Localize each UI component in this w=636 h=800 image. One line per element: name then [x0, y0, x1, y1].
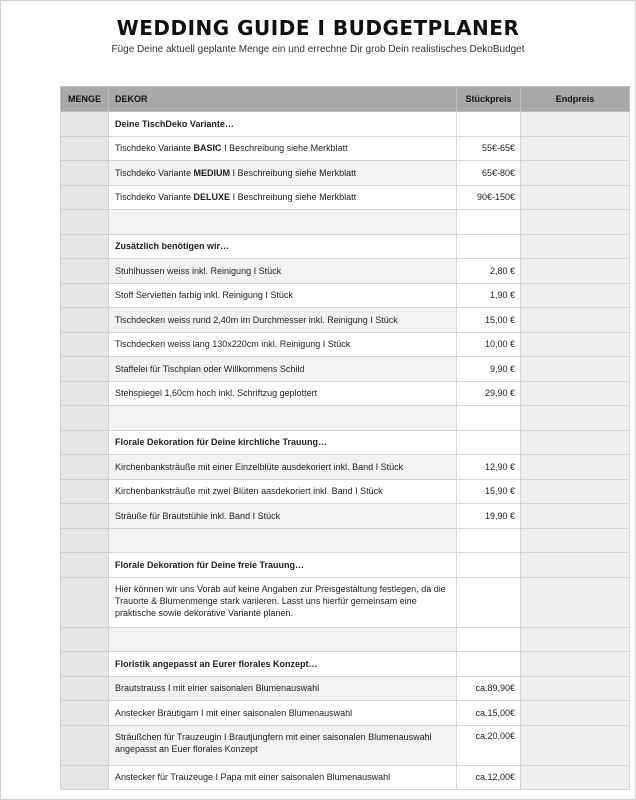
menge-cell[interactable] — [61, 676, 109, 701]
dekor-cell: Brautstrauss I mit einer saisonalen Blumenauswahl — [109, 676, 457, 701]
stueckpreis-cell: 12,90 € — [457, 455, 521, 480]
section-heading: Florale Dekoration für Deine freie Trauung… — [109, 553, 457, 578]
table-row — [61, 725, 630, 765]
stueckpreis-cell — [457, 577, 521, 627]
menge-cell[interactable] — [61, 455, 109, 480]
menge-cell[interactable] — [61, 283, 109, 308]
dekor-cell — [109, 406, 457, 431]
table-row — [61, 553, 630, 578]
budget-table — [60, 86, 630, 790]
endpreis-cell[interactable] — [521, 455, 630, 480]
menge-cell[interactable] — [61, 725, 109, 765]
header-dekor: DEKOR — [109, 87, 457, 112]
dekor-text: Tischdeko Variante — [115, 167, 194, 178]
dekor-text: I Beschreibung siehe Merkblatt — [221, 143, 348, 154]
table-row — [61, 308, 630, 333]
dekor-cell: Stoff Servietten farbig inkl. Reinigung I Stück — [109, 283, 457, 308]
endpreis-cell[interactable] — [521, 725, 630, 765]
endpreis-cell[interactable] — [521, 161, 630, 186]
dekor-text: Tischdeko Variante — [115, 192, 194, 203]
menge-cell[interactable] — [61, 357, 109, 382]
table-row — [61, 283, 630, 308]
endpreis-cell[interactable] — [521, 210, 630, 235]
menge-cell[interactable] — [61, 528, 109, 553]
stueckpreis-cell — [457, 406, 521, 431]
menge-cell[interactable] — [61, 765, 109, 790]
stueckpreis-cell: 55€-65€ — [457, 136, 521, 161]
dekor-cell — [109, 210, 457, 235]
stueckpreis-cell — [457, 652, 521, 677]
endpreis-cell[interactable] — [521, 652, 630, 677]
menge-cell[interactable] — [61, 381, 109, 406]
dekor-cell: Anstecker Bräutigam I mit einer saisonalen Blumenauswahl — [109, 701, 457, 726]
endpreis-cell[interactable] — [521, 112, 630, 137]
menge-cell[interactable] — [61, 701, 109, 726]
menge-cell[interactable] — [61, 577, 109, 627]
dekor-cell — [109, 528, 457, 553]
stueckpreis-cell: 29,90 € — [457, 381, 521, 406]
dekor-cell: Kirchenbanksträuße mit einer Einzelblüte ausdekoriert inkl. Band I Stück — [109, 455, 457, 480]
stueckpreis-cell — [457, 112, 521, 137]
table-row — [61, 112, 630, 137]
endpreis-cell[interactable] — [521, 479, 630, 504]
dekor-cell — [109, 185, 457, 210]
menge-cell[interactable] — [61, 112, 109, 137]
dekor-cell: Sträußchen für Trauzeugin I Brautjungfern mit einer saisonalen Blumenauswahl angepasst an Euer florales Konzept — [109, 725, 457, 765]
menge-cell[interactable] — [61, 332, 109, 357]
section-heading: Floristik angepasst an Eurer florales Konzept… — [109, 652, 457, 677]
table-row — [61, 455, 630, 480]
table-row — [61, 676, 630, 701]
stueckpreis-cell: 90€-150€ — [457, 185, 521, 210]
stueckpreis-cell: 2,80 € — [457, 259, 521, 284]
stueckpreis-cell: ca.15,00€ — [457, 701, 521, 726]
endpreis-cell[interactable] — [521, 357, 630, 382]
endpreis-cell[interactable] — [521, 430, 630, 455]
table-row — [61, 627, 630, 652]
dekor-cell — [109, 136, 457, 161]
dekor-cell: Tischdecken weiss rund 2,40m im Durchmesser inkl. Reinigung I Stück — [109, 308, 457, 333]
table-row — [61, 234, 630, 259]
endpreis-cell[interactable] — [521, 504, 630, 529]
variant-name: BASIC — [193, 143, 222, 154]
menge-cell[interactable] — [61, 259, 109, 284]
table-row — [61, 577, 630, 627]
stueckpreis-cell: ca.20,00€ — [457, 725, 521, 765]
stueckpreis-cell — [457, 210, 521, 235]
variant-name: DELUXE — [193, 192, 231, 203]
menge-cell[interactable] — [61, 185, 109, 210]
table-row — [61, 765, 630, 790]
menge-cell[interactable] — [61, 308, 109, 333]
stueckpreis-cell: 10,00 € — [457, 332, 521, 357]
menge-cell[interactable] — [61, 479, 109, 504]
header-endpreis: Endpreis — [521, 87, 630, 112]
stueckpreis-cell: 15,00 € — [457, 308, 521, 333]
table-row — [61, 430, 630, 455]
stueckpreis-cell: 15,90 € — [457, 479, 521, 504]
stueckpreis-cell: 65€-80€ — [457, 161, 521, 186]
endpreis-cell[interactable] — [521, 308, 630, 333]
endpreis-cell[interactable] — [521, 577, 630, 627]
dekor-cell: Staffelei für Tischplan oder Willkommens Schild — [109, 357, 457, 382]
stueckpreis-cell: ca.89,90€ — [457, 676, 521, 701]
page-subtitle: Füge Deine aktuell geplante Menge ein und errechne Dir grob Dein realistisches DekoBudget — [111, 44, 525, 55]
endpreis-cell[interactable] — [521, 185, 630, 210]
header-menge: MENGE — [61, 87, 109, 112]
endpreis-cell[interactable] — [521, 381, 630, 406]
stueckpreis-cell: 19,90 € — [457, 504, 521, 529]
endpreis-cell[interactable] — [521, 234, 630, 259]
dekor-cell: Hier können wir uns Vorab auf keine Angaben zur Preisgestaltung festlegen, da die Trauorte & Blumenmenge stark variieren. Lasst uns hierfür gemeinsam eine praktische sowie dekorative Variante planen. — [109, 577, 457, 627]
table-row — [61, 259, 630, 284]
table-header-row — [61, 87, 630, 112]
menge-cell[interactable] — [61, 504, 109, 529]
dekor-text: I Beschreibung siehe Merkblatt — [230, 167, 357, 178]
menge-cell[interactable] — [61, 430, 109, 455]
endpreis-cell[interactable] — [521, 627, 630, 652]
endpreis-cell[interactable] — [521, 676, 630, 701]
endpreis-cell[interactable] — [521, 528, 630, 553]
dekor-cell — [109, 161, 457, 186]
table-row — [61, 652, 630, 677]
table-row — [61, 161, 630, 186]
menge-cell[interactable] — [61, 627, 109, 652]
section-heading: Deine TischDeko Variante… — [109, 112, 457, 137]
endpreis-cell[interactable] — [521, 553, 630, 578]
table-row — [61, 185, 630, 210]
endpreis-cell[interactable] — [521, 259, 630, 284]
dekor-cell: Stehspiegel 1,60cm hoch inkl. Schriftzug geplottert — [109, 381, 457, 406]
table-row — [61, 357, 630, 382]
dekor-cell: Kirchenbanksträuße mit zwei Blüten aasdekoriert inkl. Band I Stück — [109, 479, 457, 504]
menge-cell[interactable] — [61, 210, 109, 235]
stueckpreis-cell: ca.12,00€ — [457, 765, 521, 790]
table-row — [61, 701, 630, 726]
table-row — [61, 479, 630, 504]
dekor-text: Tischdeko Variante — [115, 143, 194, 154]
stueckpreis-cell — [457, 627, 521, 652]
section-heading: Florale Dekoration für Deine kirchliche Trauung… — [109, 430, 457, 455]
endpreis-cell[interactable] — [521, 332, 630, 357]
menge-cell[interactable] — [61, 161, 109, 186]
endpreis-cell[interactable] — [521, 136, 630, 161]
endpreis-cell[interactable] — [521, 701, 630, 726]
menge-cell[interactable] — [61, 406, 109, 431]
stueckpreis-cell — [457, 430, 521, 455]
variant-name: MEDIUM — [193, 167, 231, 178]
header-stueckpreis: Stückpreis — [457, 87, 521, 112]
table-row — [61, 504, 630, 529]
dekor-cell: Stuhlhussen weiss inkl. Reinigung I Stück — [109, 259, 457, 284]
page-title: WEDDING GUIDE I BUDGETPLANER — [116, 16, 520, 40]
dekor-cell: Tischdecken weiss lang 130x220cm inkl. Reinigung I Stück — [109, 332, 457, 357]
endpreis-cell[interactable] — [521, 283, 630, 308]
table-body — [61, 112, 630, 790]
stueckpreis-cell — [457, 234, 521, 259]
endpreis-cell[interactable] — [521, 765, 630, 790]
menge-cell[interactable] — [61, 652, 109, 677]
table-row — [61, 210, 630, 235]
menge-cell[interactable] — [61, 553, 109, 578]
endpreis-cell[interactable] — [521, 406, 630, 431]
table-row — [61, 332, 630, 357]
menge-cell[interactable] — [61, 136, 109, 161]
menge-cell[interactable] — [61, 234, 109, 259]
dekor-cell — [109, 627, 457, 652]
table-row — [61, 528, 630, 553]
table-row — [61, 406, 630, 431]
stueckpreis-cell: 9,90 € — [457, 357, 521, 382]
dekor-text: I Beschreibung siehe Merkblatt — [230, 192, 357, 203]
table-row — [61, 136, 630, 161]
stueckpreis-cell — [457, 528, 521, 553]
stueckpreis-cell — [457, 553, 521, 578]
dekor-cell: Anstecker für Trauzeuge I Papa mit einer saisonalen Blumenauswahl — [109, 765, 457, 790]
stueckpreis-cell: 1,90 € — [457, 283, 521, 308]
dekor-cell: Sträuße für Brautstühle inkl. Band I Stück — [109, 504, 457, 529]
section-heading: Zusätzlich benötigen wir… — [109, 234, 457, 259]
table-row — [61, 381, 630, 406]
